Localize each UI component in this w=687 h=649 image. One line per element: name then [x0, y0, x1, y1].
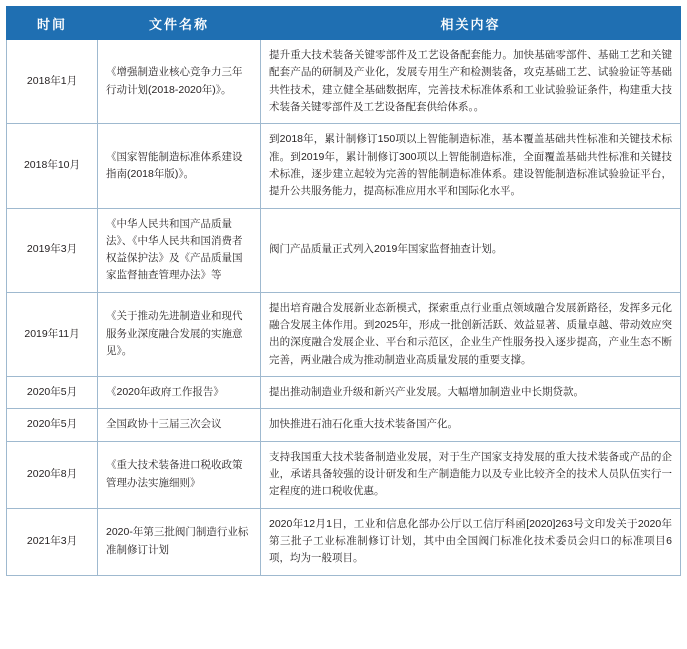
- table-row: [7, 292, 681, 376]
- cell-document: 《关于推动先进制造业和现代服务业深度融合发展的实施意见》。: [98, 292, 261, 376]
- cell-content: 2020年12月1日，工业和信息化部办公厅以工信厅科函[2020]263号文印发关于2020年第三批子工业标准制修订计划，其中由全国阀门标准化技术委员会归口的标准项目6项，均为一般项目。: [261, 508, 681, 575]
- column-header-time: 时间: [7, 7, 98, 40]
- cell-content: 支持我国重大技术装备制造业发展，对于生产国家支持发展的重大技术装备或产品的企业，承诺具备较强的设计研发和生产制造能力以及专业比较齐全的技术人员队伍实行一定程度的进口税收优惠。: [261, 441, 681, 508]
- cell-time: 2019年3月: [7, 208, 98, 292]
- cell-document: 全国政协十三届三次会议: [98, 409, 261, 441]
- cell-time: 2019年11月: [7, 292, 98, 376]
- table-row: [7, 40, 681, 124]
- cell-time: 2020年5月: [7, 377, 98, 409]
- table-row: [7, 508, 681, 575]
- cell-content: 加快推进石油石化重大技术装备国产化。: [261, 409, 681, 441]
- cell-time: 2020年5月: [7, 409, 98, 441]
- cell-time: 2020年8月: [7, 441, 98, 508]
- cell-document: 《中华人民共和国产品质量法》、《中华人民共和国消费者权益保护法》及《产品质量国家监督抽查管理办法》等: [98, 208, 261, 292]
- table-row: [7, 409, 681, 441]
- cell-content: 阀门产品质量正式列入2019年国家监督抽查计划。: [261, 208, 681, 292]
- cell-time: 2021年3月: [7, 508, 98, 575]
- table-row: [7, 208, 681, 292]
- cell-content: 提出推动制造业升级和新兴产业发展。大幅增加制造业中长期贷款。: [261, 377, 681, 409]
- table-header: [7, 7, 681, 40]
- column-header-document: 文件名称: [98, 7, 261, 40]
- cell-document: 《2020年政府工作报告》: [98, 377, 261, 409]
- cell-content: 提升重大技术装备关键零部件及工艺设备配套能力。加快基础零部件、基础工艺和关键配套产品的研制及产业化，发展专用生产和检测装备，攻克基础工艺、试验验证等基础共性技术，建立健全基础数据库，完善技术标准体系和工业试验验证条件，构建重大技术装备关键零部件及工艺设备配套供给体系。。: [261, 40, 681, 124]
- policy-table: [6, 6, 681, 576]
- cell-document: 《重大技术装备进口税收政策管理办法实施细则》: [98, 441, 261, 508]
- column-header-content: 相关内容: [261, 7, 681, 40]
- cell-content: 提出培育融合发展新业态新模式，探索重点行业重点领域融合发展新路径，发挥多元化融合发展主体作用。到2025年，形成一批创新活跃、效益显著、质量卓越、带动效应突出的深度融合发展企业、平台和示范区，企业生产性服务投入逐步提高，产业生态不断完善，两业融合成为推动制造业高质量发展的重要支撑。: [261, 292, 681, 376]
- cell-document: 《国家智能制造标准体系建设指南(2018年版)》。: [98, 124, 261, 208]
- cell-document: 《增强制造业核心竞争力三年行动计划(2018-2020年)》。: [98, 40, 261, 124]
- cell-time: 2018年1月: [7, 40, 98, 124]
- table-header-row: [7, 7, 681, 40]
- table-row: [7, 441, 681, 508]
- cell-document: 2020-年第三批阀门制造行业标准制修订计划: [98, 508, 261, 575]
- cell-time: 2018年10月: [7, 124, 98, 208]
- cell-content: 到2018年，累计制修订150项以上智能制造标准，基本覆盖基础共性标准和关键技术标准。到2019年，累计制修订300项以上智能制造标准，全面覆盖基础共性标准和关键技术标准，逐步建立起较为完善的智能制造标准体系。建设智能制造标准试验验证平台，提升公共服务能力，提高标准应用水平和国际化水平。: [261, 124, 681, 208]
- table-row: [7, 377, 681, 409]
- table-row: [7, 124, 681, 208]
- table-body: [7, 40, 681, 576]
